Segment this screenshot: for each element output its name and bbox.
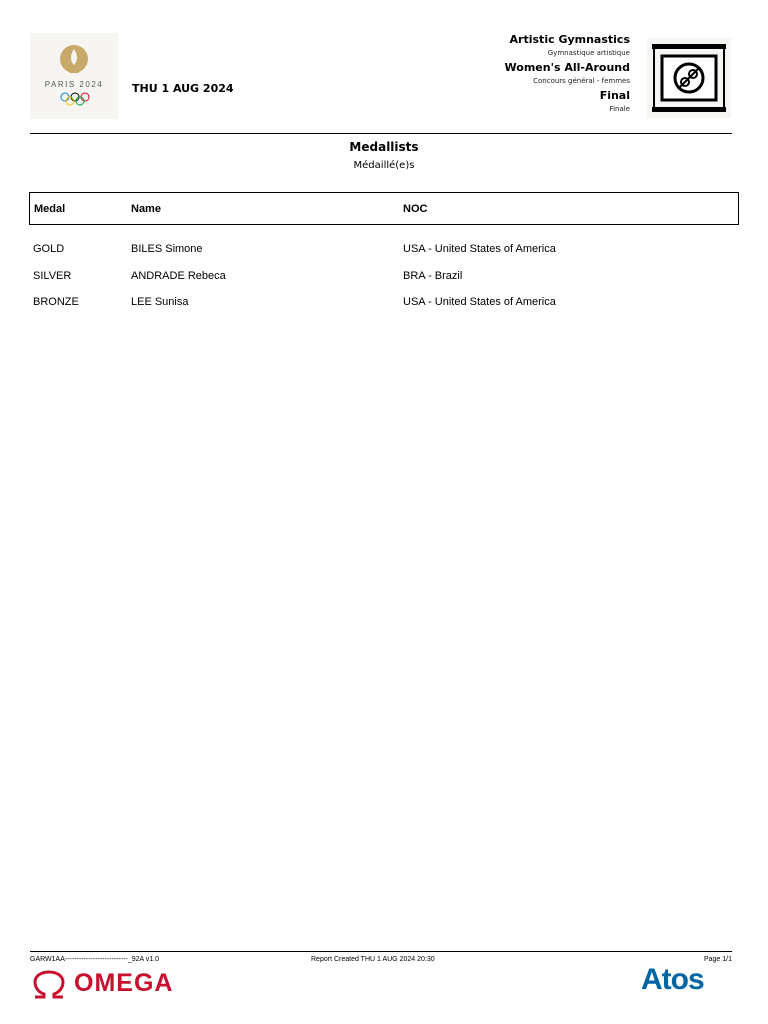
sport-title-fr: Gymnastique artistique xyxy=(547,49,630,57)
paris-2024-emblem-icon xyxy=(56,43,92,81)
sport-title: Artistic Gymnastics xyxy=(509,33,630,46)
noc-cell: USA - United States of America xyxy=(403,296,556,308)
sport-pictogram xyxy=(647,38,731,118)
omega-symbol-icon xyxy=(30,970,68,1000)
event-title-fr: Concours général - femmes xyxy=(533,77,630,85)
report-code: GARW1AA---------------------------_92A v1.0 xyxy=(30,956,159,963)
phase-title: Final xyxy=(599,89,630,102)
medal-cell: BRONZE xyxy=(33,296,79,308)
table-row xyxy=(33,243,733,259)
report-title-fr: Médaillé(e)s xyxy=(353,160,415,171)
olympic-rings-icon xyxy=(59,92,91,106)
atos-logo: Atos xyxy=(641,963,704,996)
name-cell: BILES Simone xyxy=(131,243,203,255)
report-created: Report Created THU 1 AUG 2024 20:30 xyxy=(311,956,435,963)
header-date: THU 1 AUG 2024 xyxy=(132,82,234,95)
medal-cell: SILVER xyxy=(33,270,72,282)
omega-logo: OMEGA xyxy=(74,969,174,997)
event-title: Women's All-Around xyxy=(504,61,630,74)
name-cell: LEE Sunisa xyxy=(131,296,189,308)
column-header-name: Name xyxy=(131,203,161,215)
artistic-gymnastics-pictogram-icon xyxy=(652,42,726,114)
report-title: Medallists xyxy=(349,140,419,154)
phase-title-fr: Finale xyxy=(609,105,630,113)
column-header-medal: Medal xyxy=(34,203,66,215)
noc-cell: BRA - Brazil xyxy=(403,270,463,282)
noc-cell: USA - United States of America xyxy=(403,243,556,255)
table-row xyxy=(33,270,733,286)
logo-text: PARIS 2024 xyxy=(44,80,104,89)
table-row xyxy=(33,296,733,312)
column-header-noc: NOC xyxy=(403,203,428,215)
name-cell: ANDRADE Rebeca xyxy=(131,270,226,282)
medal-cell: GOLD xyxy=(33,243,65,255)
page-number: Page 1/1 xyxy=(703,956,732,963)
paris-2024-logo xyxy=(30,33,118,119)
footer-rule xyxy=(30,951,732,952)
table-header xyxy=(29,192,739,225)
header-rule xyxy=(30,133,732,134)
